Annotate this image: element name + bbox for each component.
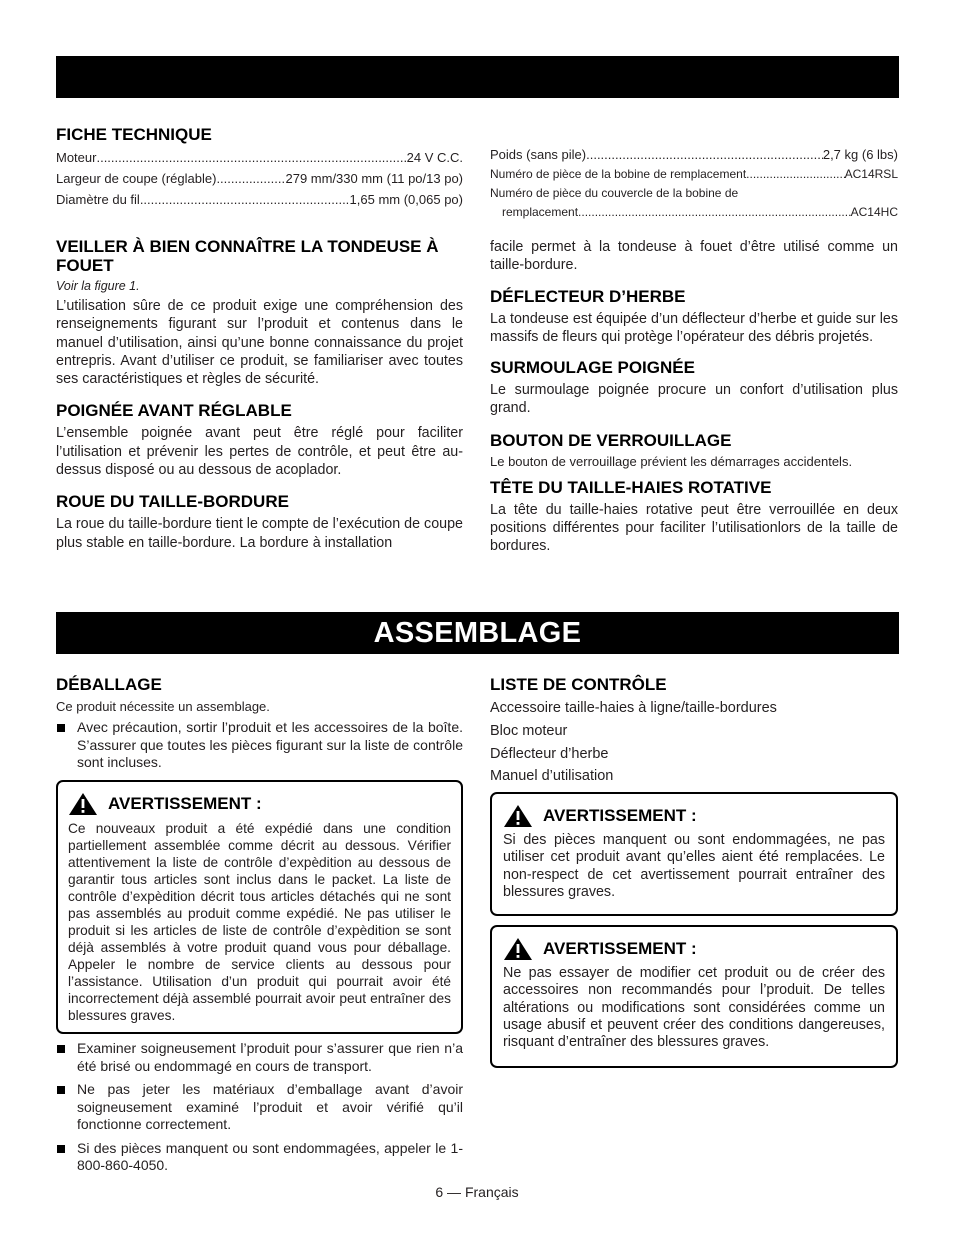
checklist <box>490 697 898 788</box>
deballage-intro: Ce produit nécessite un assemblage. <box>56 699 270 714</box>
warning-header <box>503 937 885 961</box>
veiller-text: L’utilisation sûre de ce produit exige une compréhension des renseignements figurant sur l’produit et contenus dans le manuel d’utilisation, ainsi qu’une bonne connaissance du projet entrepris. Avant d’utiliser ce produit, se familiariser avec toutes ses caractéristiques et règles de sécurité. <box>56 298 463 388</box>
warning-box <box>490 925 898 1068</box>
warning-title: AVERTISSEMENT : <box>108 794 262 813</box>
square-bullet-icon <box>57 1086 65 1094</box>
warning-triangle-icon <box>503 804 533 828</box>
deballage-list <box>56 1040 463 1175</box>
warning-triangle-icon <box>68 792 98 816</box>
deballage-list-continued <box>56 1040 463 1181</box>
deballage-list <box>56 719 463 772</box>
spec-row: Poids (sans pile) ..... 2,7 kg (6 lbs) <box>490 144 898 165</box>
spec-row: Moteur ..... 24 V C.C. <box>56 147 463 168</box>
list-item: Si des pièces manquent ou sont endommagées, appeler le 1-800-860-4050. <box>56 1140 463 1175</box>
spec-row: Numéro de pièce de la bobine de remplacement ..... AC14RSL <box>490 165 898 184</box>
roue-text-continued: facile permet à la tondeuse à fouet d’être utilisé comme un taille-bordure. <box>490 239 898 274</box>
warning-triangle-icon <box>503 937 533 961</box>
left-column-bottom <box>56 675 463 778</box>
assemblage-heading: ASSEMBLAGE <box>56 612 899 654</box>
warning-box <box>56 780 463 1034</box>
warning-header <box>503 804 885 828</box>
figure-reference: Voir la figure 1. <box>56 279 140 293</box>
square-bullet-icon <box>57 1145 65 1153</box>
spec-row: remplacement ..... AC14HC <box>490 203 898 222</box>
warning-box <box>490 792 898 916</box>
deflecteur-title: DÉFLECTEUR D’HERBE <box>490 286 686 306</box>
roue-title: ROUE DU TAILLE-BORDURE <box>56 492 289 512</box>
square-bullet-icon <box>57 1045 65 1053</box>
list-item: Ne pas jeter les matériaux d’emballage avant d’avoir soigneusement examiné l’produit et avoir vérifié qu’il fonctionne correctement. <box>56 1081 463 1134</box>
header-bar <box>56 56 899 98</box>
veiller-title: VEILLER À BIEN CONNAÎTRE LA TONDEUSE À FOUET <box>56 237 439 275</box>
poignee-text: L’ensemble poignée avant peut être réglé pour faciliter l’utilisation et prévenir les pertes de contrôle, et peut être au-dessus disposé ou au dessous de acoplador. <box>56 425 463 479</box>
poignee-title: POIGNÉE AVANT RÉGLABLE <box>56 401 292 421</box>
deflecteur-text: La tondeuse est équipée d’un déflecteur d’herbe et guide sur les massifs de fleurs qui protège l’opérateur des débris projetés. <box>490 310 898 345</box>
list-item: Examiner soigneusement l’produit pour s’assurer que rien n’a été brisé ou endommagé en cours de transport. <box>56 1040 463 1075</box>
checklist-item: Manuel d’utilisation <box>490 768 614 785</box>
spec-row: Diamètre du fil ..... 1,65 mm (0,065 po) <box>56 189 463 210</box>
checklist-item: Bloc moteur <box>490 722 568 739</box>
page-footer: 6 — Français <box>435 1184 519 1200</box>
checklist-item: Accessoire taille-haies à ligne/taille-bordures <box>490 700 777 716</box>
warning-text: Ne pas essayer de modifier cet produit ou de créer des accessoires non recommandés pour l’produit. De telles altérations ou modifications sont considérées comme un usage abusif et peuvent créer des conditions dangereuses, risquant d’entraîner des blessures graves. <box>503 965 885 1051</box>
warning-title: AVERTISSEMENT : <box>543 806 697 825</box>
spec-row-line1: Numéro de pièce du couvercle de la bobine de <box>490 186 739 200</box>
fiche-title: FICHE TECHNIQUE <box>56 125 212 144</box>
roue-text: La roue du taille-bordure tient le compte de l’exécution de coupe plus stable en taille-bordure. La bordure à installation <box>56 516 463 551</box>
left-column-top <box>56 125 463 552</box>
bouton-text: Le bouton de verrouillage prévient les démarrages accidentels. <box>490 453 853 469</box>
warning-text: Ce nouveaux produit a été expédié dans une condition partiellement assemblée comme décrit au dessous. Vérifier attentivement la liste de contrôle d’expèdition au dessous de garantir tous articles sont inclus dans le packet. La liste de contrôle d’expèdition décrit tous articles détachés qui ne sont pas assemblés au produit comme expédié. Ne pas utiliser le produit si les articles de liste de contrôle d’expèdition se sont déjà assemblés à votre produit quand vous pour déballage. Appeler le nombre de service clients au dessous pour l’assistance. Utilisation d’un produit qui pourrait avoir été incorrectement déjà assemblé pourrait avoir peut entraîner des blessures graves. <box>68 821 451 1023</box>
surmoulage-text: Le surmoulage poignée procure un confort d’utilisation plus grand. <box>490 382 898 417</box>
right-column-bottom <box>490 675 898 788</box>
warning-text: Si des pièces manquent ou sont endommagées, ne pas utiliser cet produit avant qu’elles aient été remplacées. Le non-respect de cet avertissement pourrait entraîner des blessures graves. <box>503 832 885 900</box>
liste-title: LISTE DE CONTRÔLE <box>490 675 667 694</box>
warning-title: AVERTISSEMENT : <box>543 939 697 958</box>
bouton-title: BOUTON DE VERROUILLAGE <box>490 430 732 450</box>
tete-text: La tête du taille-haies rotative peut être verrouillée en deux positions différentes pour faciliter l’utilisationlors de la taille de bordures. <box>490 501 898 555</box>
deballage-title: DÉBALLAGE <box>56 675 162 694</box>
right-column-top <box>490 144 898 556</box>
tete-title: TÊTE DU TAILLE-HAIES ROTATIVE <box>490 477 772 497</box>
warning-header <box>68 792 451 816</box>
checklist-item: Déflecteur d’herbe <box>490 745 609 762</box>
spec-row: Largeur de coupe (réglable) ..... 279 mm/330 mm (11 po/13 po) <box>56 168 463 189</box>
square-bullet-icon <box>57 724 65 732</box>
surmoulage-title: SURMOULAGE POIGNÉE <box>490 358 695 378</box>
list-item: Avec précaution, sortir l’produit et les accessoires de la boîte. S’assurer que toutes les pièces figurant sur la liste de contrôle sont incluses. <box>56 719 463 772</box>
